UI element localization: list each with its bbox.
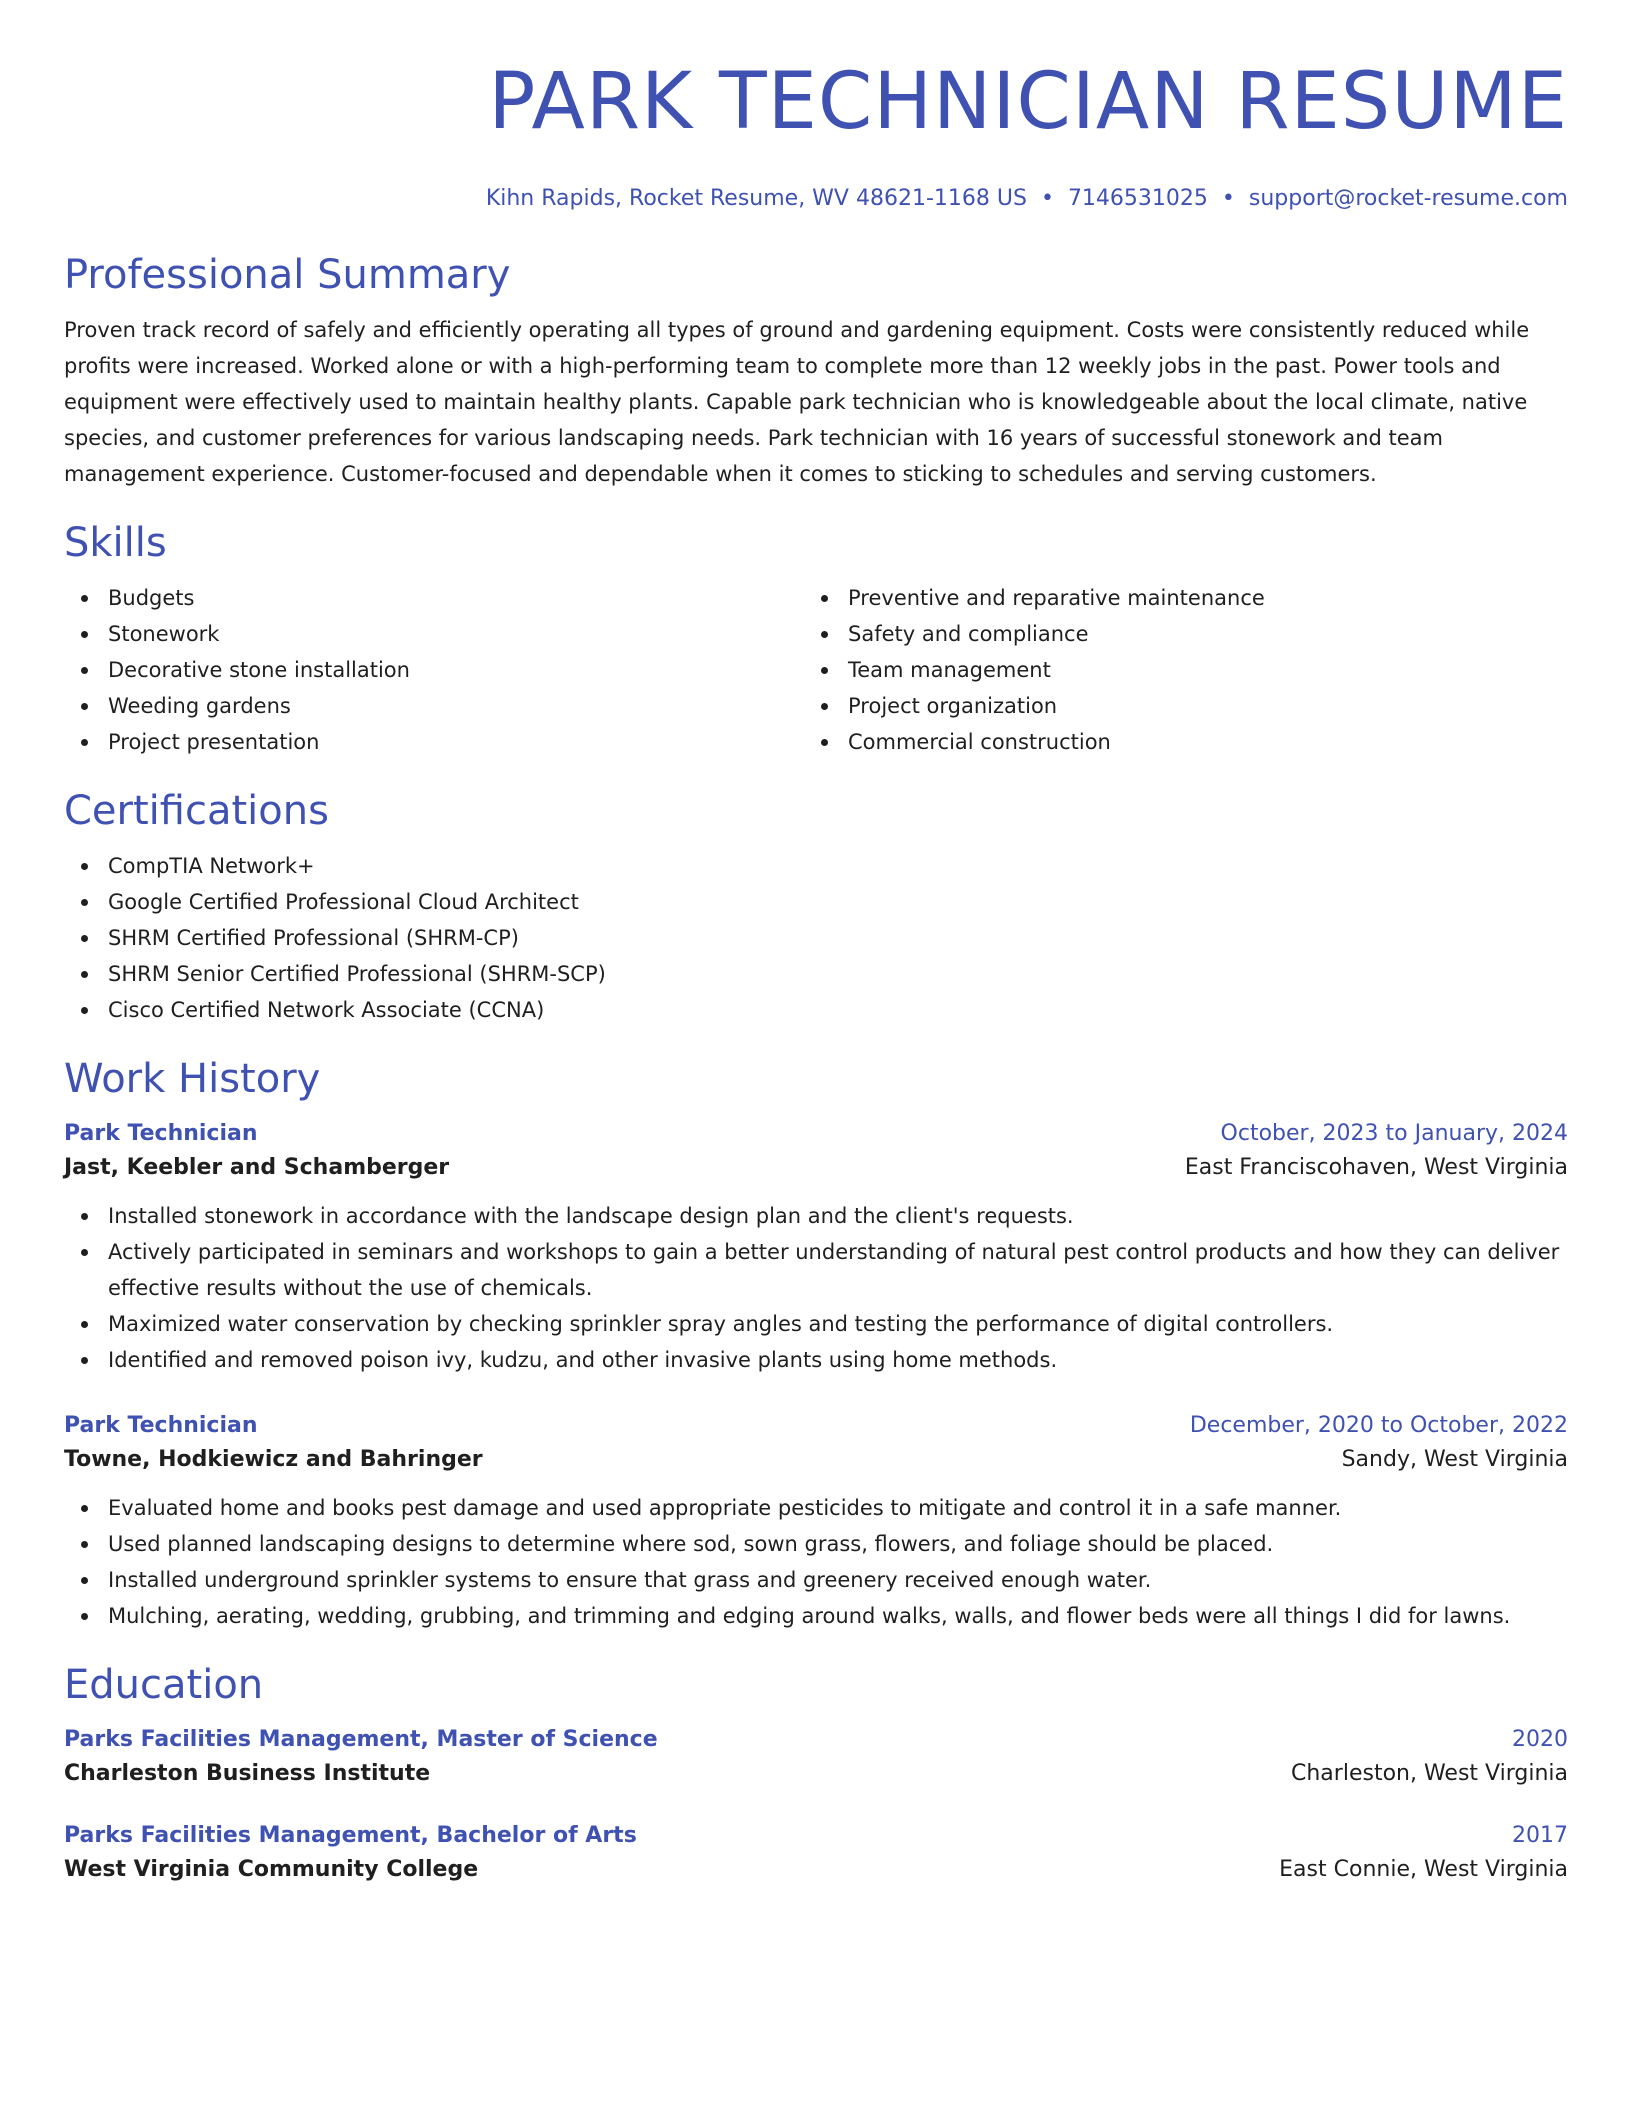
summary-text: Proven track record of safely and efficiently operating all types of ground and gardening equipment. Costs were consistently reduced while profits were increased. Worked alone or with a high-performing team to complete more than 12 weekly jobs in the past. Power tools and equipment were effectively used to maintain healthy plants. Capable park technician who is knowledgeable about the local climate, native species, and customer preferences for various landscaping needs. Park technician with 16 years of successful stonework and team management experience. Customer-focused and dependable when it comes to sticking to schedules and serving customers.	[64, 318, 1530, 486]
skill-item: Project presentation	[64, 724, 804, 760]
skills-list-right	[804, 580, 1568, 760]
job-entry	[64, 1410, 1568, 1634]
skill-item: Decorative stone installation	[64, 652, 804, 688]
job-entry	[64, 1118, 1568, 1378]
certification-item: CompTIA Network+	[64, 848, 1568, 884]
job-role: Park Technician	[64, 1413, 258, 1438]
section-heading-certifications: Certifications	[64, 788, 329, 834]
education-school: West Virginia Community College	[64, 1857, 479, 1882]
job-company-row	[64, 1442, 1568, 1478]
job-duty-item: Maximized water conservation by checking sprinkler spray angles and testing the performance of digital controllers.	[64, 1306, 1568, 1342]
job-location: East Franciscohaven, West Virginia	[1184, 1155, 1568, 1180]
skill-item: Stonework	[64, 616, 804, 652]
skills-list-left	[64, 580, 804, 760]
job-company-row	[64, 1150, 1568, 1186]
section-heading-education: Education	[64, 1662, 264, 1708]
certification-item: SHRM Senior Certified Professional (SHRM-SCP)	[64, 956, 1568, 992]
job-title-row	[64, 1118, 1568, 1150]
education-school-row	[64, 1852, 1568, 1888]
contact-separator: •	[1040, 186, 1054, 211]
job-company: Jast, Keebler and Schamberger	[64, 1155, 450, 1180]
certifications-list	[64, 848, 1568, 1028]
section-heading-skills: Skills	[64, 520, 167, 566]
education-school: Charleston Business Institute	[64, 1761, 431, 1786]
education-year: 2017	[1512, 1823, 1568, 1848]
section-heading-summary: Professional Summary	[64, 252, 511, 298]
contact-address: Kihn Rapids, Rocket Resume, WV 48621-1168 US	[485, 186, 1027, 211]
education-entry	[64, 1820, 1568, 1888]
job-duties-list	[64, 1198, 1568, 1378]
skill-item: Weeding gardens	[64, 688, 804, 724]
education-section	[64, 1660, 1568, 1888]
professional-summary-section	[64, 250, 1568, 492]
education-location: Charleston, West Virginia	[1291, 1761, 1568, 1786]
skill-item: Team management	[804, 652, 1568, 688]
job-title-row	[64, 1410, 1568, 1442]
section-heading-work-history: Work History	[64, 1056, 321, 1102]
certifications-section	[64, 786, 1568, 1028]
job-duty-item: Installed underground sprinkler systems to ensure that grass and greenery received enough water.	[64, 1562, 1568, 1598]
contact-phone: 7146531025	[1067, 186, 1208, 211]
job-duty-item: Evaluated home and books pest damage and used appropriate pesticides to mitigate and control it in a safe manner.	[64, 1490, 1568, 1526]
education-school-row	[64, 1756, 1568, 1792]
job-duties-list	[64, 1490, 1568, 1634]
contact-email: support@rocket-resume.com	[1248, 186, 1568, 211]
education-location: East Connie, West Virginia	[1279, 1857, 1568, 1882]
skill-item: Safety and compliance	[804, 616, 1568, 652]
education-entry	[64, 1724, 1568, 1792]
resume-title: PARK TECHNICIAN RESUME	[488, 57, 1568, 147]
certification-item: Google Certified Professional Cloud Architect	[64, 884, 1568, 920]
skill-item: Preventive and reparative maintenance	[804, 580, 1568, 616]
job-duty-item: Actively participated in seminars and workshops to gain a better understanding of natural pest control products and how they can deliver effective results without the use of chemicals.	[64, 1234, 1568, 1306]
job-duty-item: Used planned landscaping designs to determine where sod, sown grass, flowers, and foliage should be placed.	[64, 1526, 1568, 1562]
contact-line	[64, 184, 1568, 214]
certification-item: Cisco Certified Network Associate (CCNA)	[64, 992, 1568, 1028]
job-role: Park Technician	[64, 1121, 258, 1146]
skills-grid	[64, 580, 1568, 760]
job-location: Sandy, West Virginia	[1341, 1447, 1568, 1472]
education-degree: Parks Facilities Management, Master of Science	[64, 1727, 658, 1752]
skill-item: Project organization	[804, 688, 1568, 724]
job-dates: December, 2020 to October, 2022	[1189, 1413, 1568, 1438]
skill-item: Commercial construction	[804, 724, 1568, 760]
work-history-section	[64, 1054, 1568, 1634]
job-duty-item: Installed stonework in accordance with the landscape design plan and the client's requests.	[64, 1198, 1568, 1234]
education-year: 2020	[1512, 1727, 1568, 1752]
job-duty-item: Identified and removed poison ivy, kudzu, and other invasive plants using home methods.	[64, 1342, 1568, 1378]
contact-separator: •	[1221, 186, 1235, 211]
certification-item: SHRM Certified Professional (SHRM-CP)	[64, 920, 1568, 956]
education-degree-row	[64, 1820, 1568, 1852]
skills-section	[64, 518, 1568, 760]
education-degree: Parks Facilities Management, Bachelor of Arts	[64, 1823, 637, 1848]
education-degree-row	[64, 1724, 1568, 1756]
job-company: Towne, Hodkiewicz and Bahringer	[64, 1447, 483, 1472]
job-duty-item: Mulching, aerating, wedding, grubbing, and trimming and edging around walks, walls, and flower beds were all things I did for lawns.	[64, 1598, 1568, 1634]
job-dates: October, 2023 to January, 2024	[1220, 1121, 1568, 1146]
skill-item: Budgets	[64, 580, 804, 616]
